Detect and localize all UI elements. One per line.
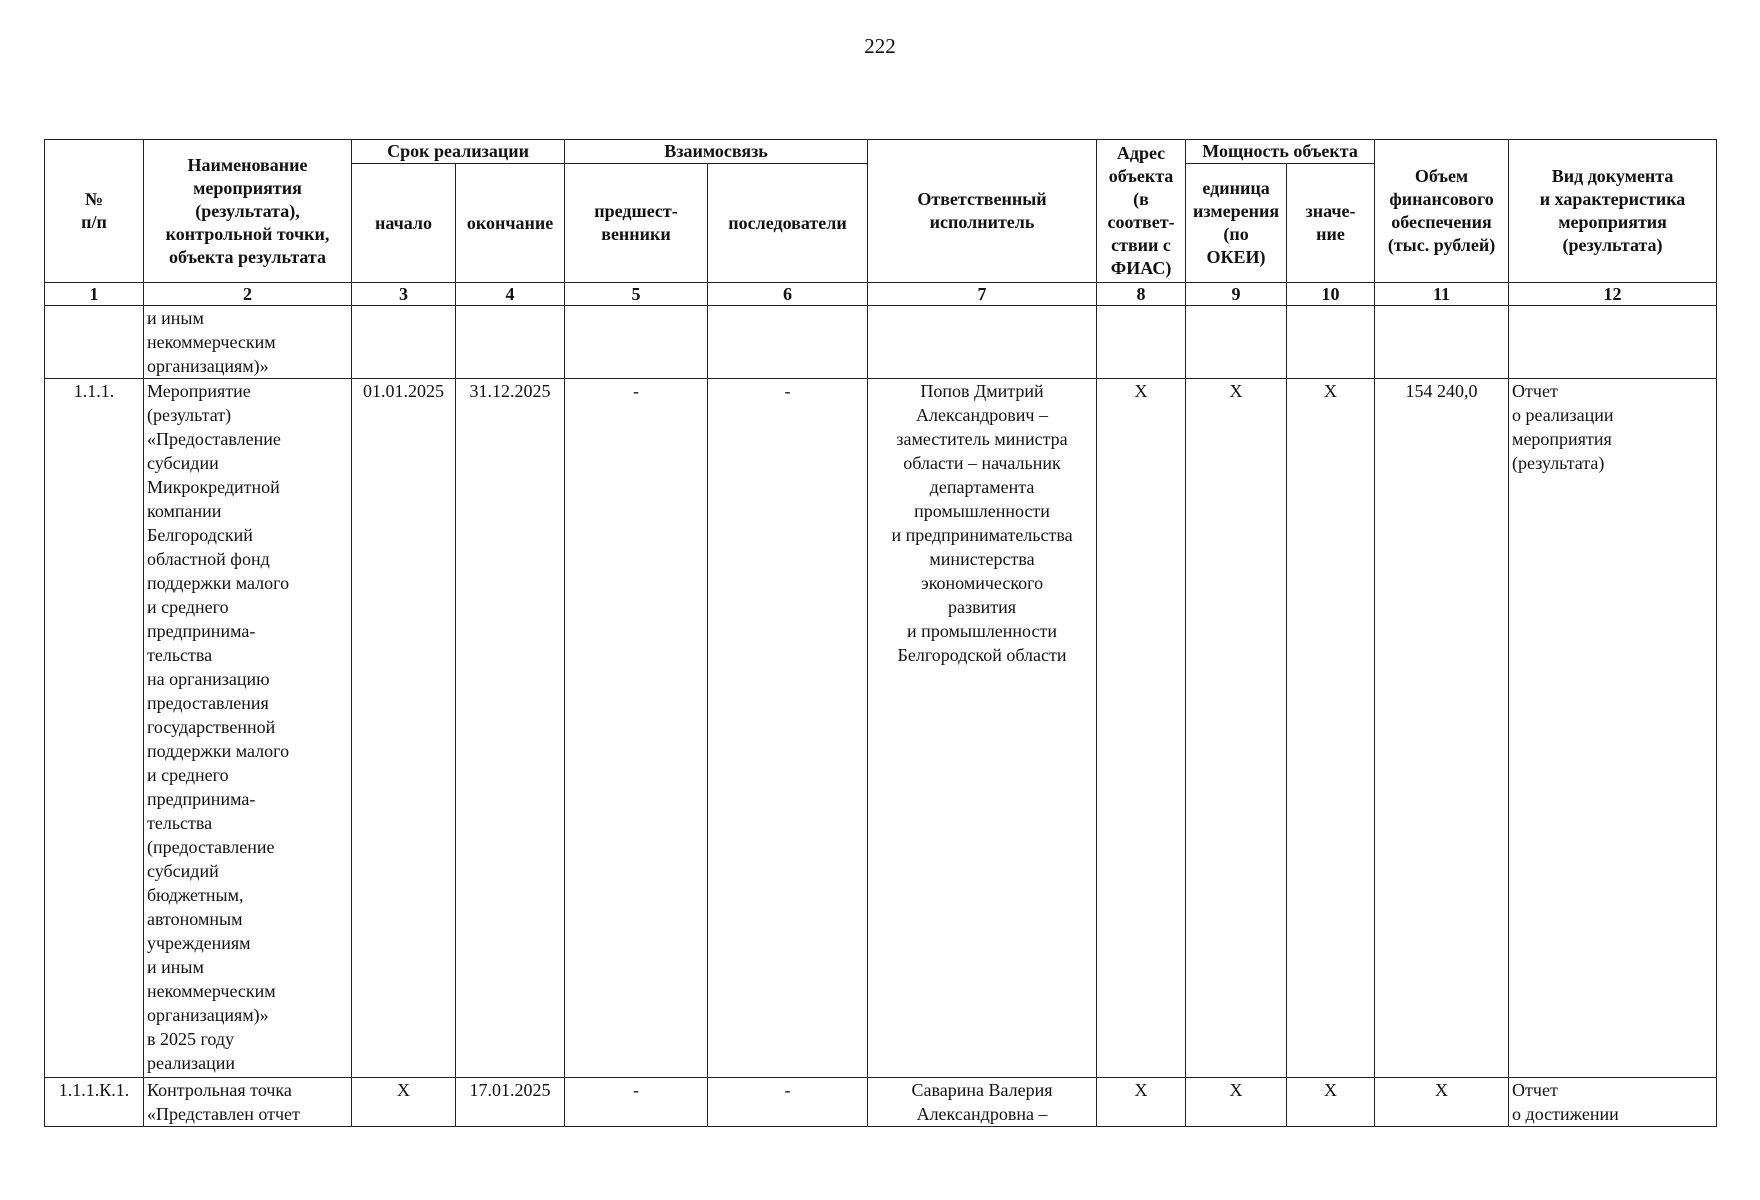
row-start: [352, 306, 456, 379]
row-unit: X: [1186, 379, 1287, 1078]
plan-table: [44, 139, 1717, 1127]
row-num: 1.1.1.К.1.: [45, 1078, 144, 1127]
column-number: 4: [456, 283, 565, 306]
header-capacity: Мощность объекта: [1186, 140, 1375, 164]
row-finance: 154 240,0: [1375, 379, 1509, 1078]
table-row: [45, 306, 1717, 379]
column-number: 7: [868, 283, 1097, 306]
page-number: 222: [864, 34, 896, 58]
header-successors: последователи: [708, 164, 868, 283]
header-row-top: [45, 140, 1717, 164]
column-number: 10: [1287, 283, 1375, 306]
row-doc: Отчет о достижении: [1509, 1078, 1717, 1127]
header-doc-type: Вид документа и характеристика мероприятия (результата): [1509, 140, 1717, 283]
header-predecessors: предшест- венники: [565, 164, 708, 283]
column-number: 9: [1186, 283, 1287, 306]
row-successors: -: [708, 379, 868, 1078]
column-number: 12: [1509, 283, 1717, 306]
table-row: [45, 379, 1717, 1078]
header-start: начало: [352, 164, 456, 283]
row-responsible: [868, 306, 1097, 379]
column-number: 11: [1375, 283, 1509, 306]
row-value: [1287, 306, 1375, 379]
row-end: 17.01.2025: [456, 1078, 565, 1127]
header-unit: единица измерения (по ОКЕИ): [1186, 164, 1287, 283]
row-successors: [708, 306, 868, 379]
row-address: X: [1097, 379, 1186, 1078]
row-name: Мероприятие (результат) «Предоставление субсидии Микрокредитной компании Белгородский областной фонд поддержки малого и среднего предпринима- тельства на организацию предоставления государственной поддержки малого и среднего предпринима- тельства (предоставление субсидий бюджетным, автономным учреждениям и иным некоммерческим организациям)» в 2025 году реализации: [144, 379, 352, 1078]
row-unit: [1186, 306, 1287, 379]
row-value: X: [1287, 379, 1375, 1078]
row-end: 31.12.2025: [456, 379, 565, 1078]
row-successors: -: [708, 1078, 868, 1127]
row-end: [456, 306, 565, 379]
column-number: 3: [352, 283, 456, 306]
row-start: 01.01.2025: [352, 379, 456, 1078]
row-predecessors: -: [565, 379, 708, 1078]
column-number: 6: [708, 283, 868, 306]
header-link: Взаимосвязь: [565, 140, 868, 164]
row-doc: Отчет о реализации мероприятия (результата): [1509, 379, 1717, 1078]
row-name: и иным некоммерческим организациям)»: [144, 306, 352, 379]
header-num: № п/п: [45, 140, 144, 283]
row-predecessors: [565, 306, 708, 379]
row-doc: [1509, 306, 1717, 379]
row-address: [1097, 306, 1186, 379]
header-name: Наименование мероприятия (результата), контрольной точки, объекта результата: [144, 140, 352, 283]
column-number: 5: [565, 283, 708, 306]
header-end: окончание: [456, 164, 565, 283]
row-name: Контрольная точка «Представлен отчет: [144, 1078, 352, 1127]
row-finance: X: [1375, 1078, 1509, 1127]
header-term: Срок реализации: [352, 140, 565, 164]
row-responsible: Саварина Валерия Александровна –: [868, 1078, 1097, 1127]
row-finance: [1375, 306, 1509, 379]
table-row: [45, 1078, 1717, 1127]
header-value: значе- ние: [1287, 164, 1375, 283]
column-number-row: [45, 283, 1717, 306]
column-number: 1: [45, 283, 144, 306]
row-responsible: Попов Дмитрий Александрович – заместитель министра области – начальник департамента промышленности и предпринимательства министерства экономического развития и промышленности Белгородской области: [868, 379, 1097, 1078]
column-number: 2: [144, 283, 352, 306]
row-address: X: [1097, 1078, 1186, 1127]
row-start: X: [352, 1078, 456, 1127]
row-num: 1.1.1.: [45, 379, 144, 1078]
row-unit: X: [1186, 1078, 1287, 1127]
row-num: [45, 306, 144, 379]
row-predecessors: -: [565, 1078, 708, 1127]
row-value: X: [1287, 1078, 1375, 1127]
header-finance: Объем финансового обеспечения (тыс. рублей): [1375, 140, 1509, 283]
header-responsible: Ответственный исполнитель: [868, 140, 1097, 283]
header-address: Адрес объекта (в соответ- ствии с ФИАС): [1097, 140, 1186, 283]
column-number: 8: [1097, 283, 1186, 306]
